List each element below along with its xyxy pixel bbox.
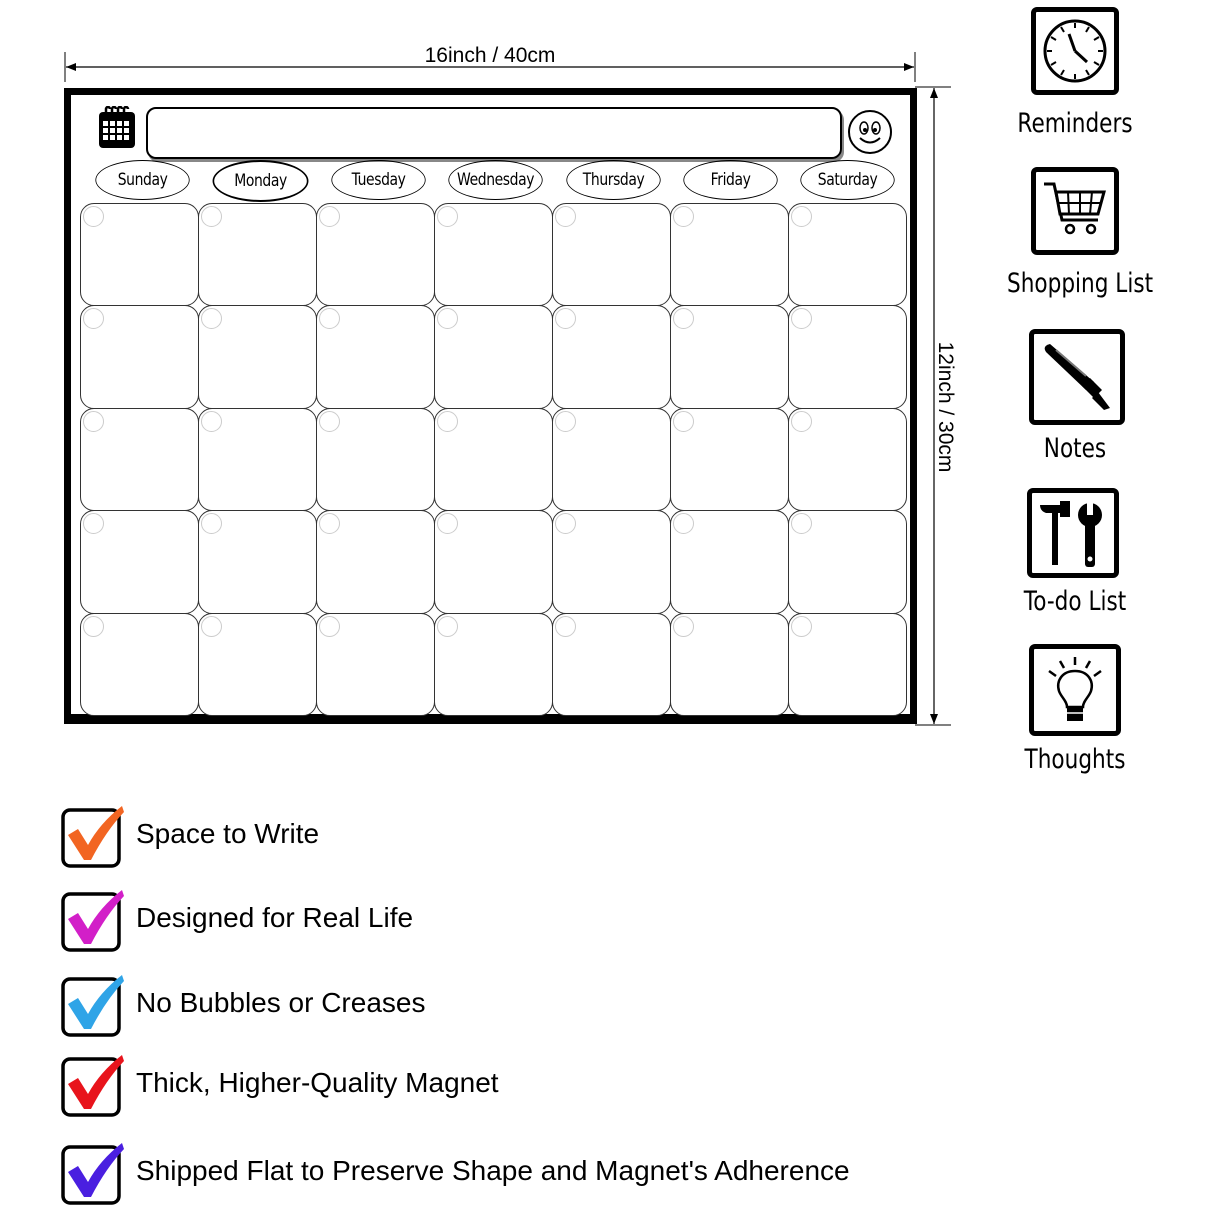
date-circle	[201, 616, 222, 637]
calendar-day-cell[interactable]	[434, 510, 553, 613]
sidebar-label-reminders: Reminders	[1017, 108, 1133, 139]
calendar-day-cell[interactable]	[552, 613, 671, 716]
weekday-thursday: Thursday	[566, 160, 660, 200]
sidebar-label-to-do-list: To-do List	[1023, 586, 1127, 617]
calendar-day-cell[interactable]	[434, 613, 553, 716]
width-dimension	[64, 44, 916, 84]
shopping-cart-icon	[1031, 167, 1119, 255]
date-circle	[555, 308, 576, 329]
calendar-day-cell[interactable]	[316, 510, 435, 613]
weekday-wednesday: Wednesday	[449, 160, 543, 200]
feature-item	[58, 1140, 958, 1206]
date-circle	[319, 513, 340, 534]
calendar-day-cell[interactable]	[670, 203, 789, 306]
width-label: 16inch / 40cm	[424, 44, 556, 67]
calendar-day-cell[interactable]	[316, 305, 435, 408]
calendar-day-cell[interactable]	[198, 408, 317, 511]
calendar-day-cell[interactable]	[198, 510, 317, 613]
height-label: 12inch / 30cm	[934, 341, 957, 473]
feature-item	[58, 972, 958, 1038]
calendar-day-cell[interactable]	[670, 510, 789, 613]
date-circle	[791, 616, 812, 637]
date-circle	[319, 206, 340, 227]
date-circle	[83, 513, 104, 534]
calendar-day-cell[interactable]	[434, 203, 553, 306]
calendar-grid	[81, 203, 907, 715]
weekday-saturday: Saturday	[800, 160, 894, 200]
date-circle	[319, 308, 340, 329]
checkbox-check-icon	[60, 1142, 120, 1202]
calendar-day-cell[interactable]	[788, 305, 907, 408]
date-circle	[555, 616, 576, 637]
feature-label: Space to Write	[136, 818, 320, 849]
sidebar-label-thoughts: Thoughts	[1024, 744, 1126, 775]
date-circle	[201, 513, 222, 534]
calendar-day-cell[interactable]	[80, 203, 199, 306]
calendar-day-cell[interactable]	[80, 305, 199, 408]
date-circle	[83, 206, 104, 227]
height-dimension	[915, 86, 965, 728]
feature-label: Thick, Higher-Quality Magnet	[136, 1067, 499, 1098]
calendar-day-cell[interactable]	[788, 408, 907, 511]
date-circle	[555, 513, 576, 534]
weekday-header	[85, 160, 905, 200]
calendar-day-cell[interactable]	[80, 408, 199, 511]
weekday-friday: Friday	[683, 160, 777, 200]
weekday-sunday: Sunday	[95, 160, 189, 200]
date-circle	[437, 513, 458, 534]
date-circle	[673, 308, 694, 329]
feature-label: No Bubbles or Creases	[136, 987, 426, 1018]
calendar-day-cell[interactable]	[552, 305, 671, 408]
calendar-day-cell[interactable]	[434, 408, 553, 511]
date-circle	[437, 308, 458, 329]
calendar-board	[64, 88, 917, 724]
date-circle	[83, 616, 104, 637]
calendar-day-cell[interactable]	[316, 613, 435, 716]
calendar-day-cell[interactable]	[670, 408, 789, 511]
calendar-day-cell[interactable]	[788, 510, 907, 613]
feature-item	[58, 1052, 958, 1118]
feature-item	[58, 803, 958, 869]
marker-icon	[1029, 329, 1125, 425]
date-circle	[673, 411, 694, 432]
date-circle	[791, 513, 812, 534]
date-circle	[791, 206, 812, 227]
date-circle	[437, 206, 458, 227]
smiley-face-icon	[846, 108, 894, 156]
date-circle	[437, 411, 458, 432]
date-circle	[791, 411, 812, 432]
sidebar-label-shopping-list: Shopping List	[1007, 268, 1154, 299]
date-circle	[201, 206, 222, 227]
calendar-icon	[98, 106, 136, 150]
feature-label: Shipped Flat to Preserve Shape and Magnet's Adherence	[136, 1155, 850, 1186]
checkbox-check-icon	[60, 805, 120, 865]
calendar-day-cell[interactable]	[80, 613, 199, 716]
checkbox-check-icon	[60, 889, 120, 949]
date-circle	[673, 616, 694, 637]
date-circle	[673, 206, 694, 227]
calendar-day-cell[interactable]	[670, 305, 789, 408]
calendar-day-cell[interactable]	[552, 510, 671, 613]
calendar-day-cell[interactable]	[552, 203, 671, 306]
date-circle	[319, 411, 340, 432]
weekday-tuesday: Tuesday	[332, 160, 426, 200]
clock-icon	[1031, 7, 1119, 95]
date-circle	[791, 308, 812, 329]
calendar-day-cell[interactable]	[198, 203, 317, 306]
calendar-day-cell[interactable]	[316, 408, 435, 511]
date-circle	[83, 411, 104, 432]
date-circle	[437, 616, 458, 637]
calendar-day-cell[interactable]	[198, 613, 317, 716]
feature-item	[58, 887, 958, 953]
width-arrow	[64, 44, 916, 84]
calendar-day-cell[interactable]	[316, 203, 435, 306]
date-circle	[201, 411, 222, 432]
checkbox-check-icon	[60, 1054, 120, 1114]
lightbulb-icon	[1029, 644, 1121, 736]
date-circle	[83, 308, 104, 329]
date-circle	[673, 513, 694, 534]
checkbox-check-icon	[60, 974, 120, 1034]
calendar-day-cell[interactable]	[670, 613, 789, 716]
calendar-day-cell[interactable]	[788, 613, 907, 716]
date-circle	[319, 616, 340, 637]
tools-icon	[1027, 488, 1119, 578]
calendar-day-cell[interactable]	[198, 305, 317, 408]
calendar-day-cell[interactable]	[80, 510, 199, 613]
sidebar-label-notes: Notes	[1043, 433, 1107, 464]
date-circle	[201, 308, 222, 329]
feature-label: Designed for Real Life	[136, 902, 414, 933]
weekday-monday: Monday	[213, 160, 309, 202]
date-circle	[555, 411, 576, 432]
date-circle	[555, 206, 576, 227]
calendar-day-cell[interactable]	[434, 305, 553, 408]
calendar-day-cell[interactable]	[788, 203, 907, 306]
month-title-field[interactable]	[146, 107, 842, 159]
calendar-day-cell[interactable]	[552, 408, 671, 511]
